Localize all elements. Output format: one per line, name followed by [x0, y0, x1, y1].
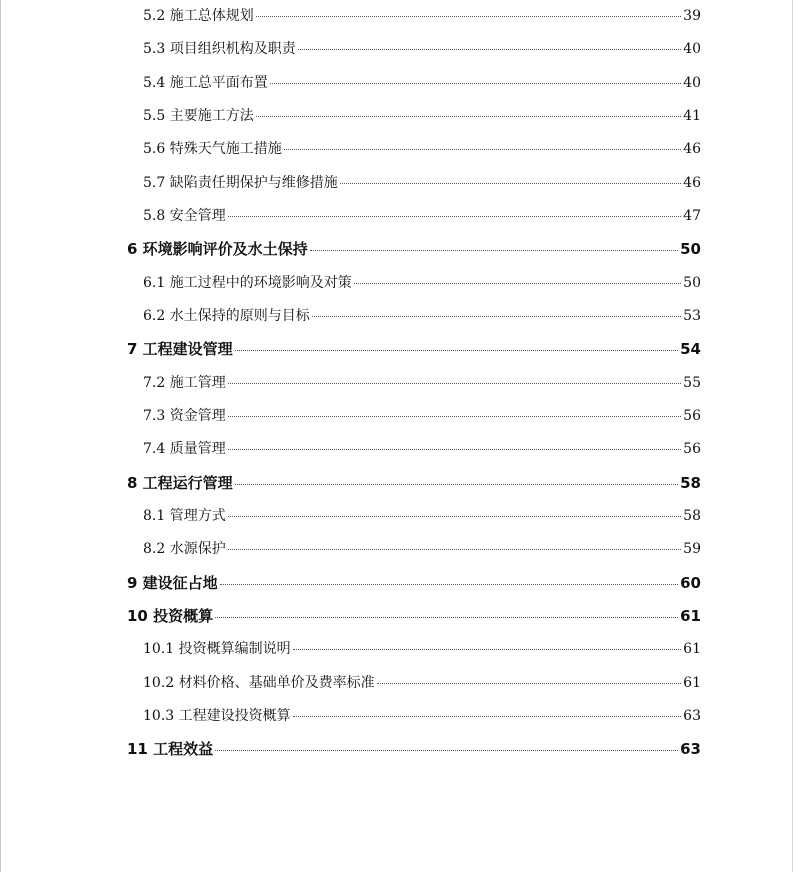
toc-entry-title: 5.2 施工总体规划 — [143, 8, 254, 24]
toc-entry[interactable] — [143, 405, 701, 425]
toc-page-number: 50 — [683, 275, 701, 291]
toc-entry-title: 6 环境影响评价及水土保持 — [127, 240, 308, 258]
toc-page-number: 63 — [680, 740, 701, 758]
toc-dot-leader — [293, 649, 682, 650]
toc-page-number: 53 — [683, 308, 701, 324]
toc-entry[interactable] — [143, 72, 701, 92]
toc-entry-title: 7.4 质量管理 — [143, 441, 226, 457]
toc-dot-leader — [270, 83, 681, 84]
toc-entry-title: 5.7 缺陷责任期保护与维修措施 — [143, 175, 338, 191]
toc-dot-leader — [228, 516, 681, 517]
toc-page-number: 40 — [683, 41, 701, 57]
toc-entry[interactable] — [143, 538, 701, 558]
toc-entry-chapter[interactable] — [127, 238, 701, 259]
toc-entry-title: 5.4 施工总平面布置 — [143, 75, 268, 91]
toc-entry[interactable] — [143, 505, 701, 525]
toc-entry-title: 8 工程运行管理 — [127, 474, 233, 492]
toc-entry-title: 11 工程效益 — [127, 740, 214, 758]
toc-page-number: 50 — [680, 240, 701, 258]
toc-dot-leader — [228, 383, 681, 384]
toc-page-number: 61 — [683, 641, 701, 657]
toc-page-number: 58 — [680, 474, 701, 492]
toc-page-number: 55 — [683, 375, 701, 391]
toc-dot-leader — [298, 49, 681, 50]
toc-dot-leader — [228, 416, 681, 417]
toc-entry[interactable] — [143, 638, 701, 658]
toc-entry-title: 10.3 工程建设投资概算 — [143, 708, 291, 724]
toc-dot-leader — [377, 683, 682, 684]
toc-entry[interactable] — [143, 205, 701, 225]
toc-entry[interactable] — [143, 172, 701, 192]
toc-dot-leader — [228, 216, 681, 217]
toc-entry-chapter[interactable] — [127, 605, 701, 626]
toc-entry-title: 6.1 施工过程中的环境影响及对策 — [143, 275, 352, 291]
toc-entry[interactable] — [143, 5, 701, 25]
toc-entry[interactable] — [143, 672, 701, 692]
toc-dot-leader — [235, 350, 678, 351]
toc-page-number: 54 — [680, 340, 701, 358]
toc-entry-chapter[interactable] — [127, 472, 701, 493]
toc-page-number: 59 — [683, 541, 701, 557]
toc-entry[interactable] — [143, 372, 701, 392]
toc-entry-title: 6.2 水土保持的原则与目标 — [143, 308, 310, 324]
toc-page-number: 56 — [683, 408, 701, 424]
toc-entry-chapter[interactable] — [127, 738, 701, 759]
toc-dot-leader — [312, 316, 681, 317]
toc-entry[interactable] — [143, 305, 701, 325]
toc-entry[interactable] — [143, 38, 701, 58]
toc-entry-title: 9 建设征占地 — [127, 574, 218, 592]
toc-dot-leader — [256, 16, 681, 17]
toc-dot-leader — [284, 149, 681, 150]
toc-page-number: 39 — [683, 8, 701, 24]
toc-dot-leader — [235, 484, 678, 485]
toc-page-number: 58 — [683, 508, 701, 524]
toc-page-number: 46 — [683, 141, 701, 157]
toc-dot-leader — [220, 584, 678, 585]
toc-entry[interactable] — [143, 438, 701, 458]
toc-page-number: 61 — [683, 675, 701, 691]
toc-dot-leader — [354, 283, 681, 284]
toc-dot-leader — [228, 449, 681, 450]
toc-page-number: 63 — [683, 708, 701, 724]
toc-entry-title: 5.6 特殊天气施工措施 — [143, 141, 282, 157]
toc-entry[interactable] — [143, 138, 701, 158]
toc-dot-leader — [293, 716, 682, 717]
toc-entry-title: 5.5 主要施工方法 — [143, 108, 254, 124]
toc-page-number: 40 — [683, 75, 701, 91]
toc-entry-title: 5.8 安全管理 — [143, 208, 226, 224]
toc-entry-title: 10.2 材料价格、基础单价及费率标准 — [143, 675, 375, 691]
toc-page-number: 60 — [680, 574, 701, 592]
toc-dot-leader — [310, 250, 678, 251]
toc-dot-leader — [340, 183, 681, 184]
page-left-border — [0, 0, 1, 872]
toc-page-number: 47 — [683, 208, 701, 224]
toc-entry-chapter[interactable] — [127, 572, 701, 593]
toc-dot-leader — [215, 617, 678, 618]
toc-entry-title: 8.1 管理方式 — [143, 508, 226, 524]
toc-dot-leader — [228, 549, 681, 550]
toc-page-number: 61 — [680, 607, 701, 625]
toc-entry-title: 10.1 投资概算编制说明 — [143, 641, 291, 657]
toc-dot-leader — [215, 750, 678, 751]
toc-entry[interactable] — [143, 705, 701, 725]
toc-entry[interactable] — [143, 272, 701, 292]
toc-entry-title: 10 投资概算 — [127, 607, 214, 625]
toc-entry-title: 7.2 施工管理 — [143, 375, 226, 391]
toc-entry-title: 5.3 项目组织机构及职责 — [143, 41, 296, 57]
toc-entry-title: 7.3 资金管理 — [143, 408, 226, 424]
toc-entry-title: 8.2 水源保护 — [143, 541, 226, 557]
toc-page-number: 46 — [683, 175, 701, 191]
toc-page-number: 41 — [683, 108, 701, 124]
toc-page-number: 56 — [683, 441, 701, 457]
toc-dot-leader — [256, 116, 681, 117]
toc-entry[interactable] — [143, 105, 701, 125]
toc-entry-title: 7 工程建设管理 — [127, 340, 233, 358]
toc-entry-chapter[interactable] — [127, 338, 701, 359]
